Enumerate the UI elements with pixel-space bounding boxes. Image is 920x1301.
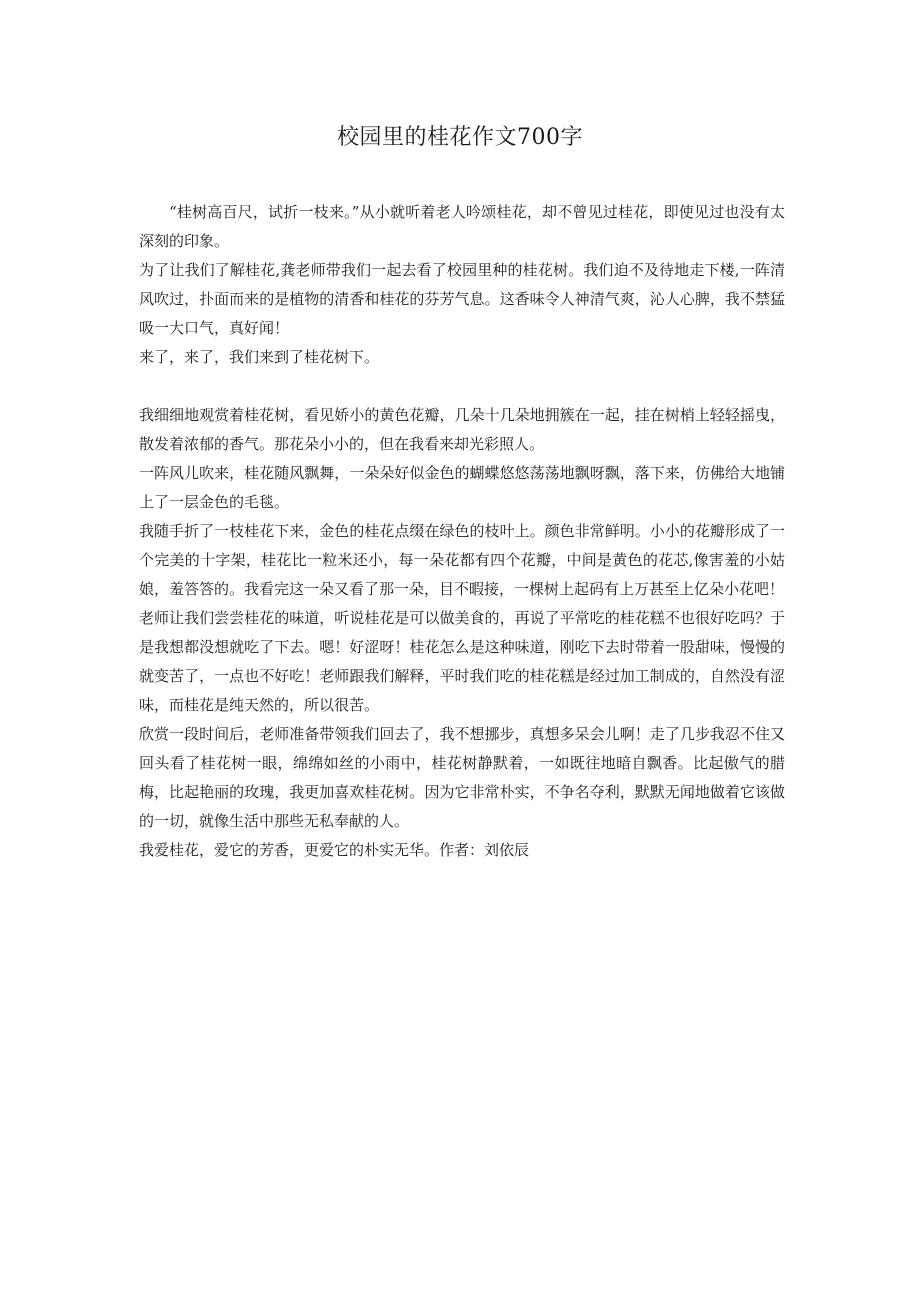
paragraph: 我爱桂花，爱它的芳香，更爱它的朴实无华。作者：刘依辰 [139,841,530,859]
page-title: 校园里的桂花作文700字 [337,125,583,150]
paragraph: 欣赏一段时间后，老师准备带领我们回去了，我不想挪步，真想多呆会儿啊！走了几步我忍不住又回头看了桂花树一眼，绵绵如丝的小雨中，桂花树静默着，一如既往地暗自飘香。比起傲气的腊梅，比起艳丽的玫瑰，我更加喜欢桂花树。因为它非常朴实，不争名夺利，默默无闻地做着它该做的一切，就像生活中那些无私奉献的人。 [139,725,785,830]
paragraph-gap [139,372,785,401]
article-body [139,198,785,865]
paragraph: 来了，来了，我们来到了桂花树下。 [139,348,380,366]
paragraph: 为了让我们了解桂花,龚老师带我们一起去看了校园里种的桂花树。我们迫不及待地走下楼,一阵清风吹过，扑面而来的是植物的清香和桂花的芬芳气息。这香味令人神清气爽，沁人心脾，我不禁猛吸一大口气，真好闻！ [139,261,785,337]
paragraph: 老师让我们尝尝桂花的味道，听说桂花是可以做美食的，再说了平常吃的桂花糕不也很好吃吗？于是我想都没想就吃了下去。嗯！好涩呀！桂花怎么是这种味道，刚吃下去时带着一股甜味，慢慢的就变苦了，一点也不好吃！老师跟我们解释，平时我们吃的桂花糕是经过加工制成的，自然没有涩味，而桂花是纯天然的，所以很苦。 [139,609,785,714]
paragraph: 一阵风儿吹来，桂花随风飘舞，一朵朵好似金色的蝴蝶悠悠荡荡地飘呀飘，落下来，仿佛给大地铺上了一层金色的毛毯。 [139,464,785,511]
paragraph: 我细细地观赏着桂花树，看见娇小的黄色花瓣，几朵十几朵地拥簇在一起，挂在树梢上轻轻摇曳，散发着浓郁的香气。那花朵小小的，但在我看来却光彩照人。 [139,406,785,453]
paragraph: 我随手折了一枝桂花下来，金色的桂花点缀在绿色的枝叶上。颜色非常鲜明。小小的花瓣形成了一个完美的十字架，桂花比一粒米还小，每一朵花都有四个花瓣，中间是黄色的花芯,像害羞的小姑娘，羞答答的。我看完这一朵又看了那一朵，目不暇接，一棵树上起码有上万甚至上亿朵小花吧！ [139,522,785,598]
paragraph: “桂树高百尺，试折一枝来。”从小就听着老人吟颂桂花，却不曾见过桂花，即使见过也没有太深刻的印象。 [139,203,785,250]
